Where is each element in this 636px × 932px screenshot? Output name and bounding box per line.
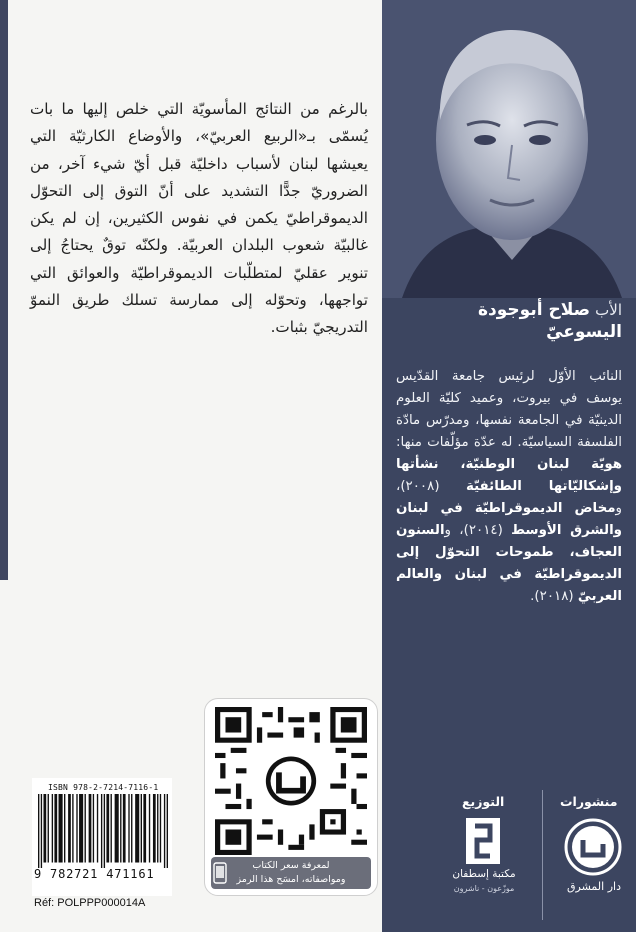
publisher-logo [564, 818, 622, 876]
author-photo [382, 0, 636, 298]
distribution-sub: موزّعون - ناشرون [453, 884, 515, 893]
phone-icon [213, 862, 227, 884]
spine-edge [0, 0, 8, 580]
bio-year1: (٢٠٠٨)، و [396, 479, 622, 516]
qr-code-box [204, 698, 378, 896]
distribution-label: التوزيع [462, 794, 505, 809]
author-name-line2: اليسوعيّ [546, 322, 622, 342]
bio-book2: مخاض الديموقراطيّة في لبنان والشرق الأوسط [396, 501, 622, 538]
author-portrait [382, 0, 636, 298]
qr-caption-line2: ومواصفاته، امسَح هذا الرمز [236, 874, 346, 885]
distribution-logo [466, 818, 500, 864]
blurb-text: بالرغم من النتائج المأسويّة التي خلص إليها ما بات يُسمّى بـ«الربيع العربيّ»، والأوضاع الكارثيّة التي يعيشها لبنان لأسباب داخليّة قبل أيّ شيء آخر، من الضروريّ جدًّا التشديد على أنّ التوق إلى التحوّل الديموقراطيّ يكمن في نفوس الكثيرين، إن لم يكن غالبيّة شعوب البلدان العربيّة. ولكنّه توقٌ يحتاجُ إلى تنوير عقليّ لمتطلّبات الديموقراطيّة والعوائق التي تواجهها، وتحوّله إلى ممارسة تسلك طريق النموّ التدريجيّ بثبات. [30, 100, 368, 337]
bio-year2: (٢٠١٤)، و [444, 523, 512, 538]
barcode-area [32, 778, 172, 896]
bio-book3: السنون العجاف، طموحات التحوّل إلى الديموقراطيّة في لبنان والعالم العربيّ [396, 523, 622, 604]
bio-year3: (٢٠١٨). [530, 589, 578, 604]
qr-code [215, 707, 367, 855]
back-cover-right-panel [382, 0, 636, 932]
barcode [38, 794, 168, 868]
author-bio [396, 366, 622, 608]
author-name: صلاح أبوجودة [478, 300, 591, 320]
barcode-number: 9 782721 471161 [34, 867, 155, 881]
qr-caption [211, 857, 371, 889]
distribution-name: مكتبة إسطفان [452, 868, 516, 880]
author-block [396, 300, 622, 342]
reference-code: Réf: POLPPP000014A [34, 897, 146, 909]
publisher-divider [542, 790, 543, 920]
publisher-label: منشورات [560, 794, 618, 809]
bio-intro: النائب الأوّل لرئيس جامعة القدّيس يوسف في بيروت، وعميد كليّة العلوم الدينيّة في الجامعة نفسها، ومدرّس مادّة الفلسفة السياسيّة. له عدّة مؤلّفات منها: [396, 369, 622, 450]
qr-caption-line1: لمعرفة سعر الكتاب [252, 860, 330, 871]
author-prefix: الأب [595, 301, 622, 319]
publisher-name: دار المشرق [567, 880, 621, 893]
bio-book1: هويّة لبنان الوطنيّة، نشأتها وإشكاليّاتها الطائفيّة [396, 457, 623, 494]
isbn: ISBN 978-2-7214-7116-1 [48, 783, 159, 792]
